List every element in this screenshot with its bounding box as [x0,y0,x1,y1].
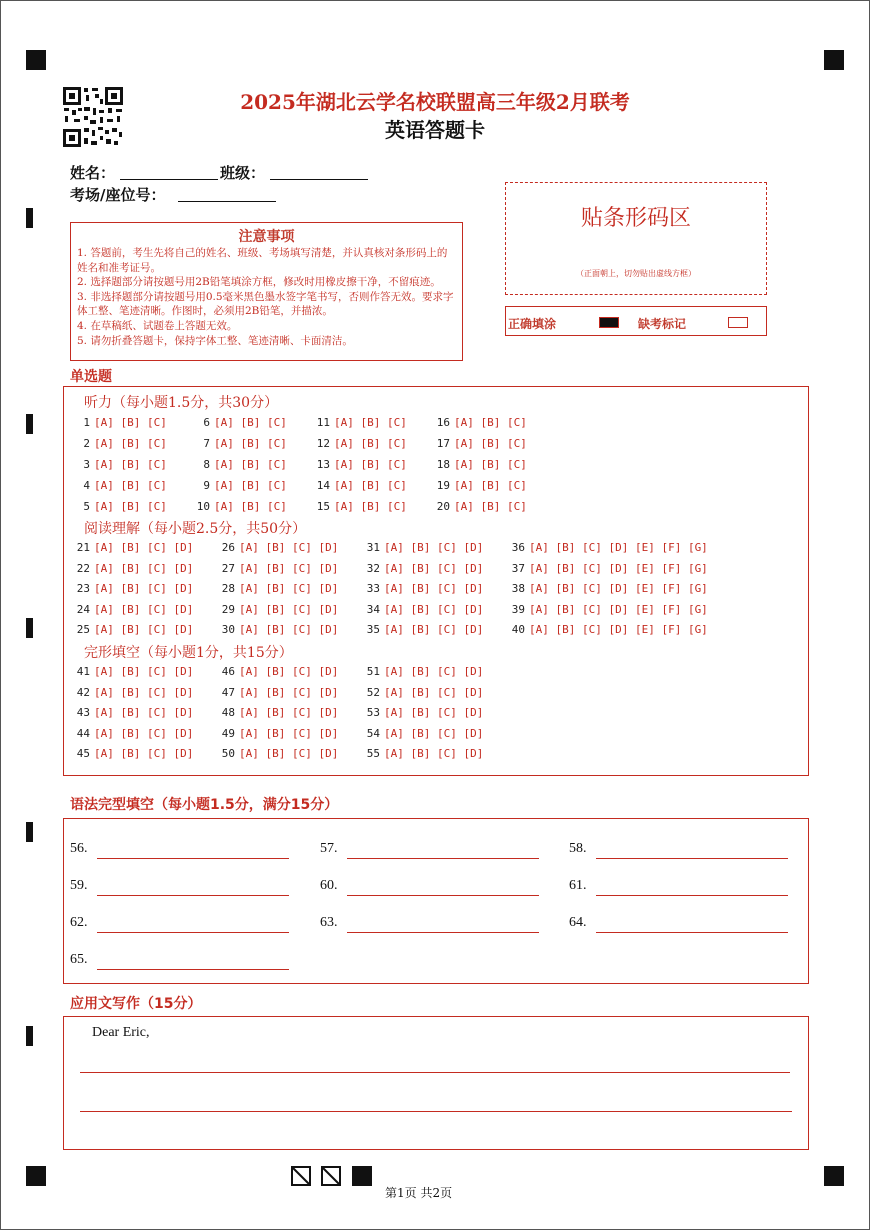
question-row-43[interactable] [70,706,193,719]
page-mark-slash-icon [321,1166,341,1186]
question-row-38[interactable] [505,582,708,595]
question-number: 26 [221,541,235,554]
question-row-51[interactable] [360,665,483,678]
question-number: 52 [366,685,380,699]
answer-options[interactable]: [A] [B] [C] [454,437,527,450]
question-row-7[interactable] [190,437,287,450]
correct-fill-sample [599,317,619,328]
absent-mark-box[interactable] [728,317,748,328]
question-row-14[interactable] [310,479,407,492]
legend-box [505,306,767,336]
notice-item: 5. 请勿折叠答题卡，保持字体工整、笔迹清晰、卡面清洁。 [77,334,353,347]
question-number: 5 [83,500,90,513]
cloze-label: 完形填空（每小题1分，共15分） [84,645,293,661]
answer-options[interactable]: [A] [B] [C] [214,500,287,513]
exam-subtitle: 英语答题卡 [385,118,485,142]
grammar-answer-line[interactable] [97,843,289,859]
question-number: 22 [76,561,90,575]
grammar-item-label: 64. [569,915,587,930]
question-number: 8 [203,458,210,471]
notice-item: 1. 答题前，考生先将自己的姓名、班级、考场填写清楚，并认真核对条形码上的姓名和准考证号。 [77,247,448,274]
answer-options[interactable]: [A] [B] [C] [D] [239,685,339,699]
question-number: 20 [436,500,450,513]
answer-options[interactable]: [A] [B] [C] [94,416,167,429]
answer-options[interactable]: [A] [B] [C] [334,458,407,471]
side-tick [26,822,33,842]
exam-title: 2025年湖北云学名校联盟高三年级2月联考 [240,90,630,114]
question-number: 4 [83,479,90,492]
question-row-22[interactable] [70,562,193,575]
answer-options[interactable]: [A] [B] [C] [94,458,167,471]
question-number: 41 [76,665,90,678]
answer-options[interactable]: [A] [B] [C] [334,416,407,429]
barcode-area[interactable] [505,182,767,295]
question-number: 39 [511,602,525,616]
answer-options[interactable]: [A] [B] [C] [D] [384,602,484,616]
question-row-54[interactable] [360,727,483,740]
question-number: 6 [203,416,210,429]
question-number: 45 [76,747,90,760]
question-number: 38 [511,582,525,595]
question-row-13[interactable] [310,458,407,471]
grammar-item-label: 58. [569,841,587,856]
answer-options[interactable]: [A] [B] [C] [94,500,167,513]
question-number: 23 [76,582,90,595]
question-number: 36 [511,541,525,554]
answer-options[interactable]: [A] [B] [C] [D] [239,706,339,719]
question-row-37[interactable] [505,562,708,575]
question-number: 7 [203,437,210,450]
name-field[interactable] [120,161,218,180]
grammar-item-label: 62. [70,915,88,930]
answer-options[interactable]: [A] [B] [C] [D] [384,665,484,678]
answer-options[interactable]: [A] [B] [C] [94,437,167,450]
answer-options[interactable]: [A] [B] [C] [214,437,287,450]
grammar-item-label: 65. [70,952,88,967]
question-row-41[interactable] [70,665,193,678]
question-row-19[interactable] [430,479,527,492]
page-mark-filled [352,1166,372,1186]
question-row-6[interactable] [190,416,287,429]
question-row-49[interactable] [215,727,338,740]
notice-title: 注意事项 [238,229,295,245]
grammar-answer-line[interactable] [596,880,788,896]
listening-label: 听力（每小题1.5分，共30分） [84,395,279,411]
absent-mark-label: 缺考标记 [638,317,687,331]
question-row-53[interactable] [360,706,483,719]
question-number: 47 [221,685,235,699]
grammar-item-label: 56. [70,841,88,856]
question-row-40[interactable] [505,623,708,636]
grammar-item-label: 60. [320,878,338,893]
question-row-24[interactable] [70,603,193,616]
question-row-25[interactable] [70,623,193,636]
question-row-18[interactable] [430,458,527,471]
question-row-44[interactable] [70,727,193,740]
answer-options[interactable]: [A] [B] [C] [214,458,287,471]
answer-options[interactable]: [A] [B] [C] [D] [94,582,194,595]
question-row-8[interactable] [190,458,287,471]
notice-list [71,246,462,348]
question-number: 28 [221,582,235,595]
grammar-item-label: 61. [569,878,587,893]
answer-options[interactable]: [A] [B] [C] [454,416,527,429]
question-number: 33 [366,582,380,595]
question-row-52[interactable] [360,686,483,699]
notice-item: 4. 在草稿纸、试题卷上答题无效。 [77,319,238,332]
answer-options[interactable]: [A] [B] [C] [D] [239,602,339,616]
question-row-9[interactable] [190,479,287,492]
writing-line[interactable] [80,1111,792,1112]
question-number: 32 [366,561,380,575]
writing-box[interactable] [63,1016,809,1150]
question-number: 37 [511,561,525,575]
grammar-answer-line[interactable] [347,917,539,933]
answer-options[interactable]: [A] [B] [C] [D] [94,541,194,554]
question-row-31[interactable] [360,541,483,554]
answer-options[interactable]: [A] [B] [C] [D] [E] [F] [G] [529,602,708,616]
answer-options[interactable]: [A] [B] [C] [214,416,287,429]
mcq-section-label: 单选题 [70,369,112,385]
question-number: 31 [366,541,380,554]
question-number: 46 [221,665,235,678]
question-row-26[interactable] [215,541,338,554]
corner-mark-bl [26,1166,46,1186]
question-row-50[interactable] [215,747,338,760]
question-number: 42 [76,685,90,699]
grammar-answer-line[interactable] [347,843,539,859]
question-row-32[interactable] [360,562,483,575]
question-row-10[interactable] [190,500,287,513]
answer-options[interactable]: [A] [B] [C] [334,500,407,513]
answer-options[interactable]: [A] [B] [C] [D] [384,706,484,719]
grammar-item-label: 59. [70,878,88,893]
grammar-answer-line[interactable] [97,954,289,970]
grammar-answer-line[interactable] [97,917,289,933]
question-number: 24 [76,602,90,616]
answer-options[interactable]: [A] [B] [C] [94,479,167,492]
question-row-21[interactable] [70,541,193,554]
question-number: 21 [76,541,90,554]
answer-options[interactable]: [A] [B] [C] [D] [94,561,194,575]
question-number: 13 [316,458,330,471]
class-field[interactable] [270,161,368,180]
question-row-48[interactable] [215,706,338,719]
question-row-46[interactable] [215,665,338,678]
question-row-39[interactable] [505,603,708,616]
answer-options[interactable]: [A] [B] [C] [D] [239,623,339,636]
question-row-17[interactable] [430,437,527,450]
question-number: 48 [221,706,235,719]
question-row-20[interactable] [430,500,527,513]
grammar-item-label: 57. [320,841,338,856]
answer-options[interactable]: [A] [B] [C] [D] [E] [F] [G] [529,582,708,595]
name-label: 姓名： [70,164,116,182]
answer-options[interactable]: [A] [B] [C] [D] [239,582,339,595]
answer-options[interactable]: [A] [B] [C] [D] [384,561,484,575]
answer-options[interactable]: [A] [B] [C] [D] [E] [F] [G] [529,623,708,636]
question-number: 2 [83,437,90,450]
question-number: 1 [83,416,90,429]
answer-options[interactable]: [A] [B] [C] [D] [94,747,194,760]
question-number: 55 [366,747,380,760]
answer-options[interactable]: [A] [B] [C] [454,458,527,471]
grammar-answer-line[interactable] [347,880,539,896]
question-number: 25 [76,623,90,636]
question-number: 53 [366,706,380,719]
page-mark-slash-icon [291,1166,311,1186]
corner-mark-br [824,1166,844,1186]
answer-options[interactable]: [A] [B] [C] [454,500,527,513]
page-number: 第1页 共2页 [385,1186,453,1200]
grammar-answer-line[interactable] [97,880,289,896]
side-tick [26,414,33,434]
seat-field[interactable] [178,183,276,202]
question-number: 43 [76,706,90,719]
question-row-29[interactable] [215,603,338,616]
question-number: 19 [436,479,450,492]
barcode-title: 贴条形码区 [580,206,691,231]
answer-options[interactable]: [A] [B] [C] [D] [94,706,194,719]
answer-options[interactable]: [A] [B] [C] [D] [384,582,484,595]
question-row-27[interactable] [215,562,338,575]
notice-box [70,222,463,361]
question-number: 9 [203,479,210,492]
notice-item: 3. 非选择题部分请按题号用0.5毫米黑色墨水签字笔书写，否则作答无效。要求字体工整、笔迹清晰。作图时，必须用2B铅笔，并描浓。 [77,290,454,318]
answer-options[interactable]: [A] [B] [C] [D] [384,623,484,636]
question-row-33[interactable] [360,582,483,595]
answer-options[interactable]: [A] [B] [C] [334,437,407,450]
answer-options[interactable]: [A] [B] [C] [D] [239,726,339,740]
grammar-answer-line[interactable] [596,843,788,859]
answer-options[interactable]: [A] [B] [C] [D] [E] [F] [G] [529,541,708,554]
correct-fill-label: 正确填涂 [508,317,557,331]
question-row-15[interactable] [310,500,407,513]
question-row-47[interactable] [215,686,338,699]
question-row-42[interactable] [70,686,193,699]
question-number: 50 [221,747,235,760]
corner-mark-tr [824,50,844,70]
question-number: 15 [316,500,330,513]
question-number: 40 [511,623,525,636]
answer-options[interactable]: [A] [B] [C] [D] [94,602,194,616]
answer-options[interactable]: [A] [B] [C] [D] [384,747,484,760]
side-tick [26,208,33,228]
question-number: 29 [221,602,235,616]
answer-options[interactable]: [A] [B] [C] [D] [239,541,339,554]
question-number: 16 [436,416,450,429]
question-row-45[interactable] [70,747,193,760]
question-row-3[interactable] [70,458,167,471]
question-number: 30 [221,623,235,636]
answer-options[interactable]: [A] [B] [C] [334,479,407,492]
question-row-30[interactable] [215,623,338,636]
question-row-35[interactable] [360,623,483,636]
question-row-11[interactable] [310,416,407,429]
answer-options[interactable]: [A] [B] [C] [D] [94,685,194,699]
answer-options[interactable]: [A] [B] [C] [454,479,527,492]
question-number: 3 [83,458,90,471]
question-number: 51 [366,665,380,678]
question-number: 54 [366,726,380,740]
question-row-4[interactable] [70,479,167,492]
answer-options[interactable]: [A] [B] [C] [D] [94,665,194,678]
barcode-note: （正面朝上，切勿贴出虚线方框） [576,269,696,278]
seat-label: 考场/座位号： [70,186,166,204]
question-number: 49 [221,726,235,740]
question-number: 12 [316,437,330,450]
grammar-section-label: 语法完型填空（每小题1.5分，满分15分） [70,797,339,813]
question-row-2[interactable] [70,437,167,450]
question-number: 17 [436,437,450,450]
answer-options[interactable]: [A] [B] [C] [D] [239,665,339,678]
question-number: 11 [316,416,330,429]
question-row-1[interactable] [70,416,167,429]
question-row-36[interactable] [505,541,708,554]
answer-options[interactable]: [A] [B] [C] [D] [384,685,484,699]
side-tick [26,618,33,638]
question-row-23[interactable] [70,582,193,595]
question-row-5[interactable] [70,500,167,513]
corner-mark-tl [26,50,46,70]
question-row-28[interactable] [215,582,338,595]
question-number: 18 [436,458,450,471]
question-number: 10 [196,500,210,513]
question-number: 14 [316,479,330,492]
grammar-item-label: 63. [320,915,338,930]
question-row-16[interactable] [430,416,527,429]
reading-label: 阅读理解（每小题2.5分，共50分） [84,521,307,537]
grammar-answer-line[interactable] [596,917,788,933]
class-label: 班级： [220,164,266,182]
question-number: 44 [76,726,90,740]
writing-greeting: Dear Eric, [92,1025,150,1040]
question-row-12[interactable] [310,437,407,450]
answer-options[interactable]: [A] [B] [C] [D] [E] [F] [G] [529,561,708,575]
side-tick [26,1026,33,1046]
answer-options[interactable]: [A] [B] [C] [214,479,287,492]
answer-options[interactable]: [A] [B] [C] [D] [94,726,194,740]
answer-options[interactable]: [A] [B] [C] [D] [384,541,484,554]
answer-options[interactable]: [A] [B] [C] [D] [239,747,339,760]
writing-section-label: 应用文写作（15分） [70,996,202,1012]
question-number: 34 [366,602,380,616]
question-number: 35 [366,623,380,636]
notice-item: 2. 选择题部分请按题号用2B铅笔填涂方框，修改时用橡皮擦干净，不留痕迹。 [77,276,441,289]
answer-options[interactable]: [A] [B] [C] [D] [239,561,339,575]
question-row-34[interactable] [360,603,483,616]
answer-options[interactable]: [A] [B] [C] [D] [384,726,484,740]
writing-line[interactable] [80,1072,790,1073]
question-number: 27 [221,561,235,575]
answer-options[interactable]: [A] [B] [C] [D] [94,623,194,636]
question-row-55[interactable] [360,747,483,760]
